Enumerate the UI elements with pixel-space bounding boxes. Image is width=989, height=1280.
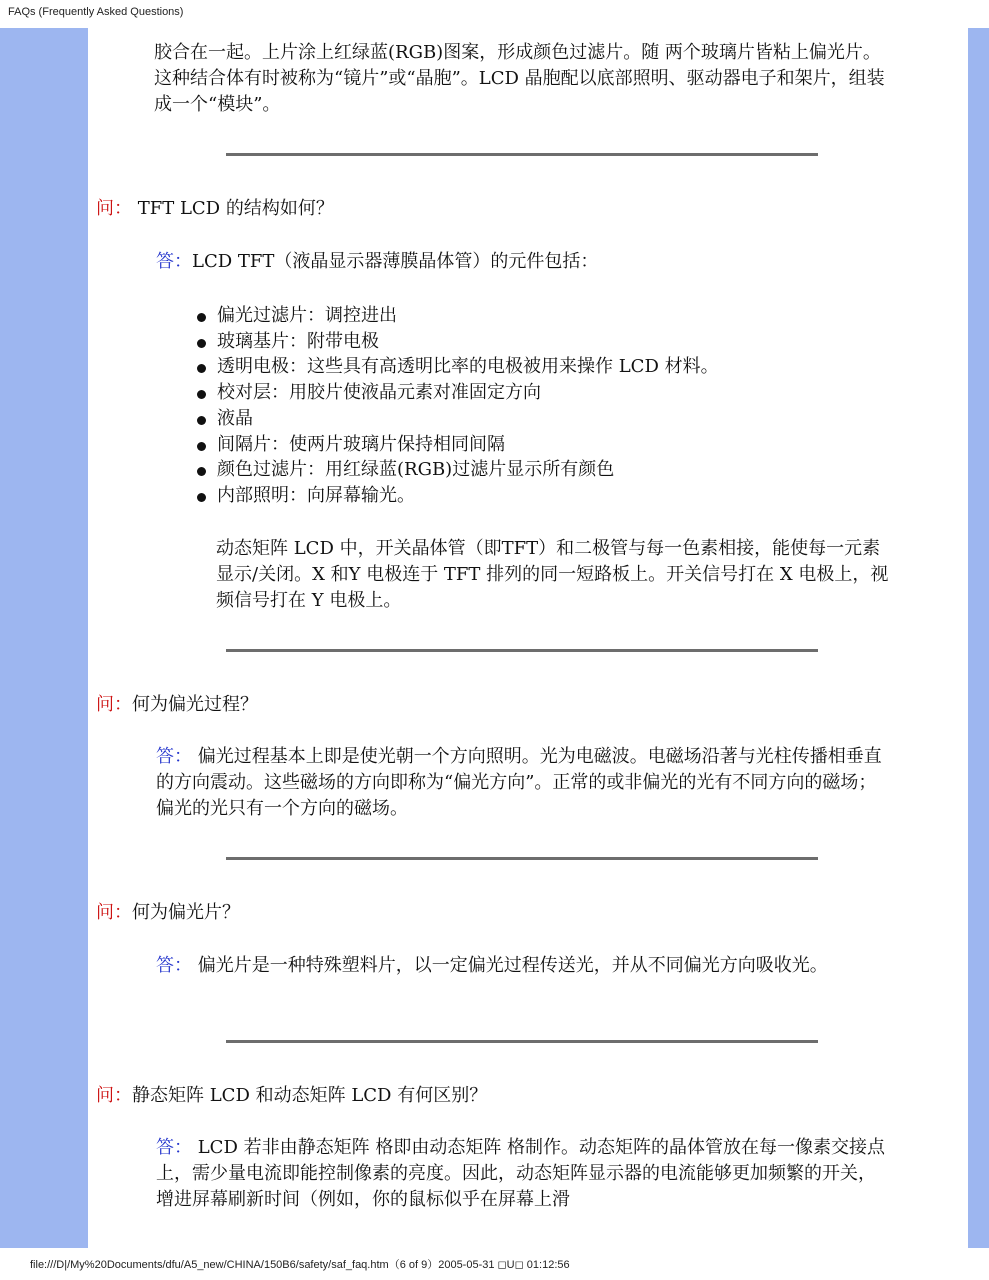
question-text: 何为偏光片？ bbox=[132, 902, 240, 923]
question-marker: 问： bbox=[96, 694, 132, 715]
answer-polarizer bbox=[156, 953, 886, 979]
answer-text: LCD 若非由静态矩阵 格即由动态矩阵 格制作。动态矩阵的晶体管放在每一像素交接点上，需少量电流即能控制像素的亮度。因此，动态矩阵显示器的电流能够更加频繁的开关，增进屏幕刷新时间（例如，你的鼠标似乎在屏幕上滑 bbox=[156, 1137, 886, 1210]
answer-marker: 答： bbox=[156, 746, 192, 767]
answer-text: 偏光过程基本上即是使光朝一个方向照明。光为电磁波。电磁场沿著与光柱传播相垂直的方向震动。这些磁场的方向即称为“偏光方向”。正常的或非偏光的光有不同方向的磁场；偏光的光只有一个方向的磁场。 bbox=[156, 746, 882, 819]
divider bbox=[226, 857, 818, 860]
intro-paragraph: 胶合在一起。上片涂上红绿蓝(RGB)图案，形成颜色过滤片。随 两个玻璃片皆粘上偏光片。这种结合体有时被称为“镜片”或“晶胞”。LCD 晶胞配以底部照明、驱动器电子和架片，组装成一个“模块”。 bbox=[154, 42, 885, 115]
print-footer: file:///D|/My%20Documents/dfu/A5_new/CHINA/150B6/safety/saf_faq.htm（6 of 9）2005-05-31 ◻U◻ 01:12:56 bbox=[30, 1259, 570, 1271]
question-tft-structure bbox=[96, 196, 896, 222]
answer-polarization bbox=[156, 744, 886, 822]
question-text: TFT LCD 的结构如何？ bbox=[132, 198, 334, 219]
answer-marker: 答： bbox=[156, 251, 192, 272]
answer-marker: 答： bbox=[156, 1137, 192, 1158]
list-item: 校对层：用胶片使液晶元素对准固定方向 bbox=[195, 380, 885, 406]
divider bbox=[226, 1040, 818, 1043]
answer-text: LCD TFT（液晶显示器薄膜晶体管）的元件包括： bbox=[192, 251, 599, 272]
answer-text: 偏光片是一种特殊塑料片，以一定偏光过程传送光，并从不同偏光方向吸收光。 bbox=[192, 955, 828, 976]
answer-tft-structure bbox=[156, 249, 886, 275]
list-item: 内部照明：向屏幕输光。 bbox=[195, 483, 885, 509]
answer-passive-active bbox=[156, 1135, 886, 1213]
list-item: 液晶 bbox=[195, 406, 885, 432]
print-header: FAQs (Frequently Asked Questions) bbox=[8, 6, 184, 18]
question-passive-active bbox=[96, 1083, 896, 1109]
question-text: 何为偏光过程？ bbox=[132, 694, 258, 715]
page-frame bbox=[0, 28, 989, 1248]
list-item: 颜色过滤片：用红绿蓝(RGB)过滤片显示所有颜色 bbox=[195, 457, 885, 483]
question-polarization bbox=[96, 692, 896, 718]
divider bbox=[226, 153, 818, 156]
answer-marker: 答： bbox=[156, 955, 192, 976]
list-item: 间隔片：使两片玻璃片保持相同间隔 bbox=[195, 432, 885, 458]
active-matrix-paragraph: 动态矩阵 LCD 中，开关晶体管（即TFT）和二极管与每一色素相接，能使每一元素显示/关闭。X 和Y 电极连于 TFT 排列的同一短路板上。开关信号打在 X 电极上，视频信号打在 Y 电极上。 bbox=[216, 538, 889, 611]
component-list bbox=[195, 303, 885, 509]
document-page bbox=[88, 28, 968, 1248]
question-marker: 问： bbox=[96, 902, 132, 923]
list-item: 偏光过滤片：调控进出 bbox=[195, 303, 885, 329]
list-item: 玻璃基片：附带电极 bbox=[195, 329, 885, 355]
divider bbox=[226, 649, 818, 652]
question-marker: 问： bbox=[96, 1085, 132, 1106]
question-marker: 问： bbox=[96, 198, 132, 219]
question-text: 静态矩阵 LCD 和动态矩阵 LCD 有何区别？ bbox=[132, 1085, 488, 1106]
list-item: 透明电极：这些具有高透明比率的电极被用来操作 LCD 材料。 bbox=[195, 354, 885, 380]
question-polarizer bbox=[96, 900, 896, 926]
